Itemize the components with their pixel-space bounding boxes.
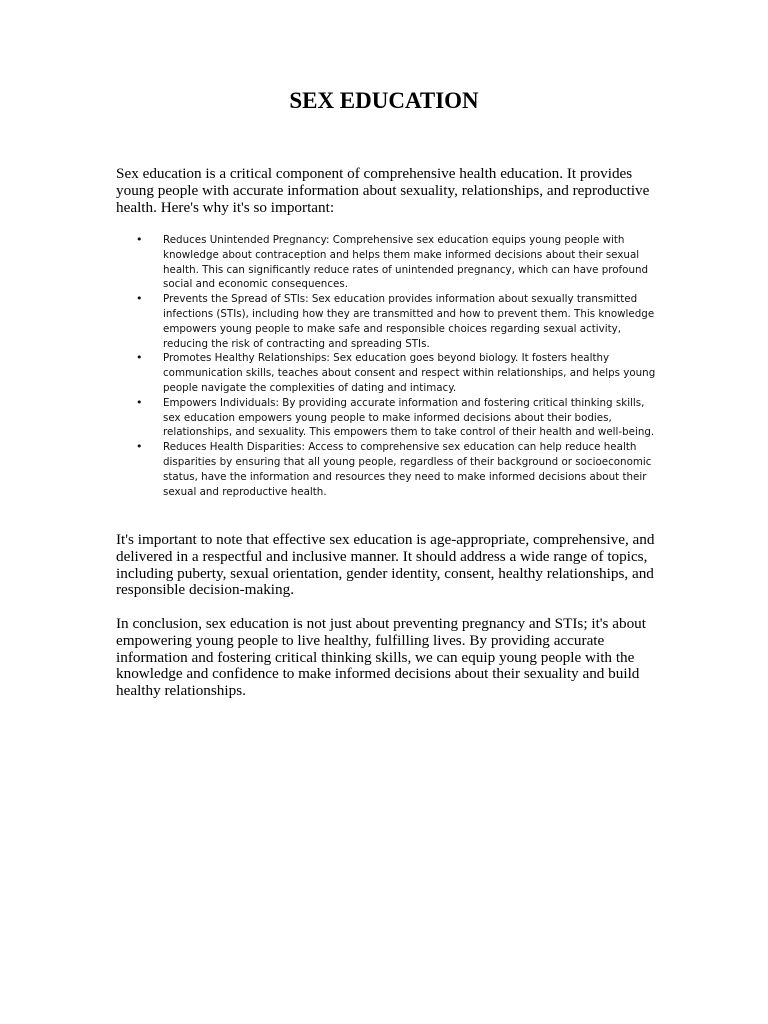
body-paragraph: It's important to note that effective sex education is age-appropriate, comprehensive, and delivered in a respectful and inclusive manner. It should address a wide range of topics, including puberty, sexual orientation, gender identity, consent, healthy relationships, and responsible decision-making. bbox=[116, 531, 655, 599]
list-item bbox=[136, 351, 656, 395]
bullet-icon: • bbox=[136, 233, 143, 246]
list-item bbox=[136, 396, 656, 440]
list-item-text: Reduces Unintended Pregnancy: Comprehensive sex education equips young people with knowledge about contraception and helps them make informed decisions about their sexual health. This can significantly reduce rates of unintended pregnancy, which can have profound social and economic consequences. bbox=[163, 234, 649, 291]
list-item-text: Prevents the Spread of STIs: Sex education provides information about sexually transmitted infections (STIs), including how they are transmitted and how to prevent them. This knowledge empowers young people to make safe and responsible choices regarding sexual activity, reducing the risk of contracting and spreading STIs. bbox=[163, 293, 655, 350]
list-item bbox=[136, 440, 656, 499]
bullet-icon: • bbox=[136, 351, 143, 365]
document-title: SEX EDUCATION bbox=[289, 88, 479, 113]
list-item-text: Empowers Individuals: By providing accurate information and fostering critical thinking skills, sex education empowers young people to make informed decisions about their bodies, relationships, and sexuality. This empowers them to take control of their health and well-being. bbox=[163, 396, 655, 439]
bullet-icon: • bbox=[136, 440, 143, 454]
benefits-list bbox=[136, 233, 656, 499]
bullet-icon: • bbox=[136, 292, 143, 306]
bullet-icon: • bbox=[136, 395, 143, 409]
list-item bbox=[136, 292, 656, 351]
list-item-text: Reduces Health Disparities: Access to comprehensive sex education can help reduce health disparities by ensuring that all young people, regardless of their background or socioeconomic status, have the information and resources they need to make informed decisions about their sexual and reproductive health. bbox=[163, 441, 652, 498]
list-item bbox=[136, 233, 656, 292]
intro-paragraph: Sex education is a critical component of comprehensive health education. It provides young people with accurate information about sexuality, relationships, and reproductive health. Here's why it's so important: bbox=[116, 165, 650, 216]
conclusion-paragraph: In conclusion, sex education is not just about preventing pregnancy and STIs; it's about empowering young people to live healthy, fulfilling lives. By providing accurate information and fostering critical thinking skills, we can equip young people with the knowledge and confidence to make informed decisions about their sexuality and build healthy relationships. bbox=[116, 615, 646, 700]
list-item-text: Promotes Healthy Relationships: Sex education goes beyond biology. It fosters healthy communication skills, teaches about consent and respect within relationships, and helps young people navigate the complexities of dating and intimacy. bbox=[163, 352, 656, 394]
